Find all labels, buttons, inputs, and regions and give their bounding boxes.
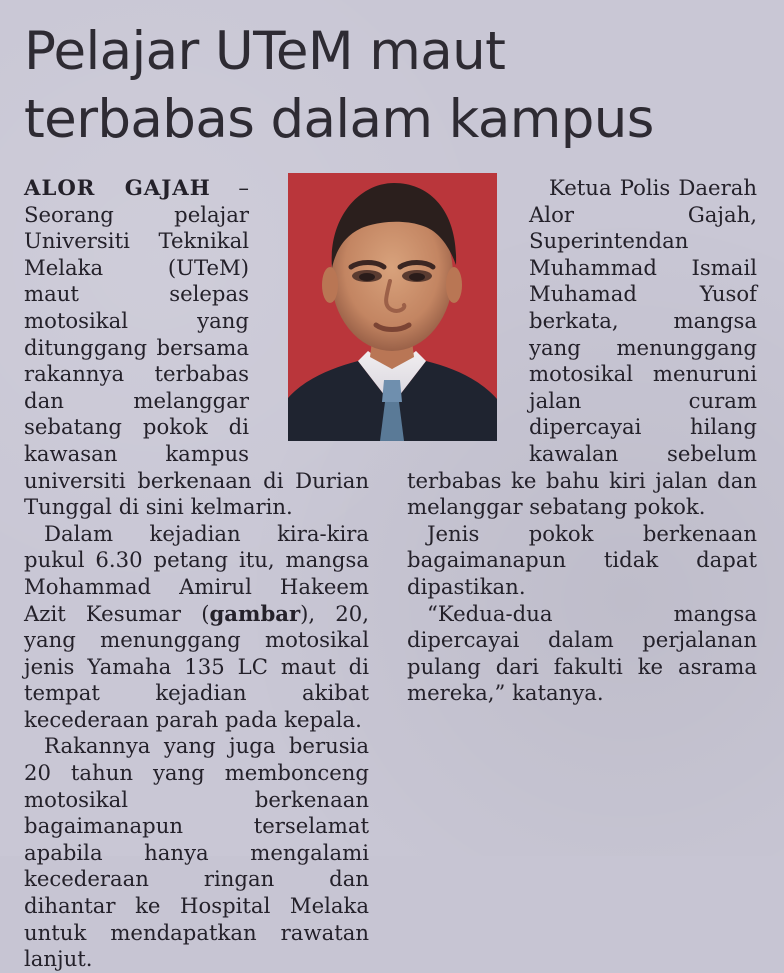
- paragraph-4: Ketua Polis Daerah Alor Gajah, Superintendan Muhammad Ismail Muhamad Yusof berkata, mangsa yang menunggang motosikal menuruni jalan curam dipercayai hilang kawalan sebelum terbabas ke bahu kiri jalan dan melanggar sebatang pokok.: [407, 175, 757, 520]
- paragraph-2-text-b: ), 20, yang menunggang motosikal jenis Yamaha 135 LC maut di tempat kejadian akibat kecederaan parah pada kepala.: [24, 600, 369, 732]
- headline-line-1: Pelajar UTeM maut: [24, 21, 506, 82]
- paragraph-6: “Kedua-dua mangsa dipercayai dalam perjalanan pulang dari fakulti ke asrama mereka,” katanya.: [407, 600, 757, 706]
- paragraph-1-text: – Seorang pelajar Universiti Teknikal Melaka (UTeM) maut selepas motosikal yang ditunggang bersama rakannya terbabas dan melanggar sebatang pokok di kawasan kampus universiti berkenaan di Durian Tunggal di sini kelmarin.: [24, 175, 369, 520]
- paragraph-5: Jenis pokok berkenaan bagaimanapun tidak dapat dipastikan.: [407, 520, 757, 599]
- headline-line-2: terbabas dalam kampus: [24, 89, 654, 150]
- dateline: ALOR GAJAH: [24, 175, 211, 200]
- paragraph-2: [24, 521, 369, 734]
- article-column-right: [407, 175, 757, 707]
- paragraph-2-bold: gambar: [209, 600, 301, 626]
- photo-wrap-space-left: [249, 175, 369, 441]
- paragraph-2-text-a: Dalam kejadian kira-kira pukul 6.30 petang itu, mangsa Mohammad Amirul Hakeem Azit Kesumar (: [24, 520, 369, 626]
- photo-wrap-space-right: [407, 175, 529, 441]
- article-column-left: [24, 175, 369, 973]
- headline: [24, 18, 764, 154]
- paragraph-3: Rakannya yang juga berusia 20 tahun yang membonceng motosikal berkenaan bagaimanapun terselamat apabila hanya mengalami kecederaan ringan dan dihantar ke Hospital Melaka untuk mendapatkan rawatan lanjut.: [24, 733, 369, 972]
